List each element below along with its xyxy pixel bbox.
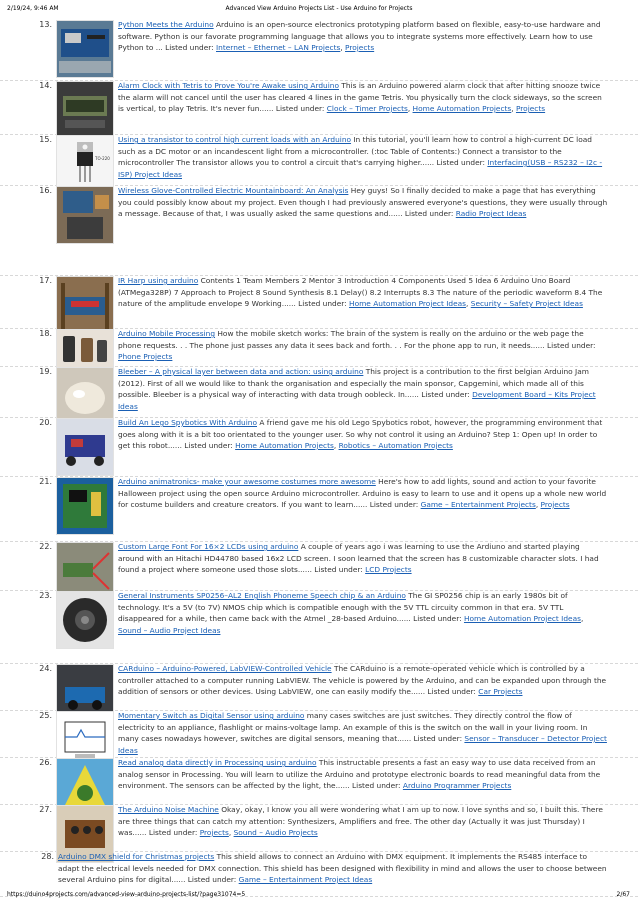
project-description: A couple of years ago i was learning to use the Ardiuno and started playing around with an Hitachi HD44780 based 16x2 LCD screen. I soon learned that the screen has 8 customizable character slots. I had found a project where someone used those slots...... Listed under: <box>118 542 599 574</box>
category-tag-link[interactable]: Sensor – Transducer – Detector Project Ideas <box>118 734 607 755</box>
project-summary <box>118 185 608 220</box>
project-title-link[interactable]: IR Harp using arduino <box>118 276 199 285</box>
list-item <box>0 134 638 186</box>
category-tag-link[interactable]: Sound – Audio Projects <box>233 828 318 837</box>
list-item <box>0 417 638 477</box>
project-title-link[interactable]: The Arduino Noise Machine <box>118 805 219 814</box>
project-description: Contents 1 Team Members 2 Mentor 3 Introduction 4 Components Used 5 Idea 6 Arduino Uno Board (ATMega328P) 7 Approach to Project 8 Sound Synthesis 8.1 Delay() 8.2 Interrupts 8.3 The nature of the periodic waveform 8.4 The nature of the amplitude envelope 9 Working...... Listed under: <box>118 276 603 308</box>
list-item-number: 16. <box>39 186 52 195</box>
list-item <box>0 663 638 711</box>
list-item <box>0 80 638 135</box>
list-item-number: 17. <box>39 276 52 285</box>
project-summary <box>118 476 608 511</box>
list-item-number: 24. <box>39 664 52 673</box>
project-description: The CARduino is a remote-operated vehicle which is controlled by a controller attached to a computer running LabVIEW. The vehicle is powered by the Arduino, and can be expanded upon through the addition of sensors or other devices. Using LabVIEW, one can easily modify the...... Listed under: <box>118 664 607 696</box>
category-tag-link[interactable]: Development Board – Kits Project Ideas <box>118 390 596 411</box>
project-thumbnail[interactable] <box>56 276 114 334</box>
project-description: Here's how to add lights, sound and action to your favorite Halloween project using the open source Arduino microcontroller. Arduino is easy to learn to use and it opens up a whole new world for costume builders and creature creators. If you want to learn...... Listed under: <box>118 477 607 509</box>
project-thumbnail[interactable] <box>56 186 114 244</box>
list-item-number: 28. <box>41 852 54 861</box>
project-title-link[interactable]: Arduino animatronics- make your awesome costumes more awesome <box>118 477 376 486</box>
tag-separator: , <box>511 104 516 113</box>
print-header <box>0 0 638 14</box>
list-item-number: 25. <box>39 711 52 720</box>
category-tag-link[interactable]: Projects <box>345 43 375 52</box>
project-title-link[interactable]: Bleeber – A physical layer between data and action: using arduino <box>118 367 364 376</box>
tag-separator: , <box>333 441 339 450</box>
project-summary <box>118 590 608 636</box>
project-title-link[interactable]: Alarm Clock with Tetris to Prove You're Awake using Arduino <box>118 81 340 90</box>
tag-separator: , <box>407 104 413 113</box>
project-description: This is an Arduino powered alarm clock that after hitting snooze twice the alarm will not cancel until the user has cleared 4 lines in the game Tetris. You physically turn the clock sideways, so the screen is vertical, to play Tetris. It's never fun...... Listed under: <box>118 81 602 113</box>
project-summary <box>118 328 608 363</box>
list-item <box>0 185 638 276</box>
tag-separator: , <box>535 500 541 509</box>
list-item-number: 14. <box>39 81 52 90</box>
project-summary <box>118 134 608 180</box>
project-description: Hey guys! So I finally decided to make a page that has everything you could possibly know about my project. Even though I had previously answered everyone's questions, they were usually through a message. Because of that, I was usually asked the same questions and...... Listed under: <box>118 186 608 218</box>
project-description: In this tutorial, you'll learn how to control a high-current DC load such as a DC motor or an incandescent light from a microcontroller. (:toc Table of Contents:) Connect a transistor to the microcontroller The transistor allows you to control a circuit that's carrying higher...... Listed under: <box>118 135 592 167</box>
category-tag-link[interactable]: Robotics – Automation Projects <box>338 441 453 450</box>
project-description: many cases switches are just switches. They directly control the flow of electricity to an appliance, flashlight or mains-voltage lamp. An example of this is the switch on the wall in your living room. In many cases nowadays however, switches are digital sensors, meaning that...... Listed under: <box>118 711 588 743</box>
list-item-number: 27. <box>39 805 52 814</box>
project-thumbnail[interactable] <box>56 81 114 139</box>
project-title-link[interactable]: Read analog data directly in Processing using arduino <box>118 758 317 767</box>
list-item <box>0 19 638 81</box>
list-item <box>0 275 638 329</box>
category-tag-link[interactable]: Sound – Audio Project Ideas <box>118 625 221 635</box>
list-item <box>0 476 638 542</box>
project-description: This project is a contribution to the first belgian Arduino Jam (2012). First of all we would like to thank the organisation and especially the main sponsor, Capgemini, which made all of this possible. Bleeber is a physical way of interacting with data trough oobleck. In...... Listed under: <box>118 367 589 399</box>
print-page-title: Advanced View Arduino Projects List - Use Arduino for Projects <box>225 5 413 12</box>
category-tag-link[interactable]: Home Automation Project Ideas <box>349 299 467 308</box>
list-item-number: 19. <box>39 367 52 376</box>
print-datetime: 2/19/24, 9:46 AM <box>7 5 59 12</box>
category-tag-link[interactable]: Game – Entertainment Project Ideas <box>238 875 373 884</box>
category-tag-link[interactable]: Projects <box>515 104 546 113</box>
print-footer <box>0 887 638 903</box>
tag-separator: , <box>340 43 346 52</box>
project-summary <box>118 663 608 698</box>
project-title-link[interactable]: Custom Large Font For 16×2 LCDs using arduino <box>118 542 299 551</box>
project-thumbnail[interactable] <box>56 591 114 649</box>
project-description: A friend gave me his old Lego Spybotics robot, however, the programming environment that goes along with it is a bit too orientated to the younger user. So why not control it using an Arduino? Step 1: Open up! In order to get this robot...... Listed under: <box>118 418 603 450</box>
category-tag-link[interactable]: Game – Entertainment Projects <box>420 500 536 509</box>
project-title-link[interactable]: Arduino Mobile Processing <box>118 329 216 338</box>
list-item-number: 22. <box>39 542 52 551</box>
project-summary <box>118 710 608 756</box>
list-item <box>0 328 638 367</box>
category-tag-link[interactable]: Clock – Timer Projects <box>326 104 408 113</box>
project-summary <box>118 19 608 54</box>
project-summary <box>118 417 608 452</box>
tag-separator: , <box>466 299 471 308</box>
list-item-number: 20. <box>39 418 52 427</box>
project-description: The GI SP0256 chip is an early 1980s bit of technology. It's a 5V (to 7V) NMOS chip which is compatible enough with the 5V TTL circuity common in that era. 5V TTL disappeared for a while, then came back with the Atmel _28-based Arduino...... Listed under: <box>118 591 568 623</box>
tag-separator: , <box>228 828 234 837</box>
project-summary <box>118 804 608 839</box>
category-tag-link[interactable]: Interfacing(USB – RS232 – I2c -ISP) Project Ideas <box>118 158 603 179</box>
project-summary <box>118 757 608 792</box>
project-thumbnail[interactable] <box>56 418 114 476</box>
project-title-link[interactable]: Using a transistor to control high current loads with an Arduino <box>118 135 352 144</box>
category-tag-link[interactable]: Home Automation Projects <box>412 104 512 113</box>
list-item-number: 13. <box>39 20 52 29</box>
project-title-link[interactable]: Build An Lego Spybotics With Arduino <box>118 418 257 427</box>
project-title-link[interactable]: General Instruments SP0256–AL2 English Phoneme Speech chip & an Arduino <box>118 591 406 600</box>
list-item-number: 26. <box>39 758 52 767</box>
project-title-link[interactable]: CARduino – Arduino-Powered, LabVIEW-Controlled Vehicle <box>118 664 332 673</box>
category-tag-link[interactable]: Internet – Ethernet – LAN Projects <box>216 43 341 52</box>
project-description: This instructable presents a fast an easy way to use data received from an analog sensor in Processing. You will learn to utilize the Arduino and prototype electronic boards to read meaningful data from the environment. The sensors can be affected by the light, the...... Listed under: <box>118 758 601 790</box>
category-tag-link[interactable]: Phone Projects <box>118 352 173 361</box>
project-summary <box>58 851 610 886</box>
category-tag-link[interactable]: Home Automation Projects <box>235 441 334 450</box>
category-tag-link[interactable]: Radio Project Ideas <box>455 209 527 218</box>
tag-separator: , <box>580 614 584 623</box>
list-item-number: 15. <box>39 135 52 144</box>
list-item-number: 18. <box>39 329 52 338</box>
project-title-link[interactable]: Python Meets the Arduino <box>118 20 214 29</box>
print-url: https://duino4projects.com/advanced-view-arduino-projects-list/?page31074=5 <box>7 891 246 898</box>
project-description: Arduino is an open-source electronics prototyping platform based on flexible, easy-to-use hardware and software. Python is our favorate programming language that allows you to integrate systems more effectively. Learn how to use Python to ... Listed under: <box>118 20 601 52</box>
project-summary <box>118 80 608 115</box>
list-item <box>0 541 638 591</box>
category-tag-link[interactable]: Projects <box>540 500 570 509</box>
project-description: This shield allows to connect an Arduino with DMX equipment. It implements the RS485 interface to adapt the electrical levels needed for DMX connection. This shield has been designed with flexibility in mind and allows the user to choose between several Arduino pins for digital...... Listed under: <box>58 852 607 884</box>
project-summary <box>118 366 608 412</box>
project-title-link[interactable]: Momentary Switch as Digital Sensor using arduino <box>118 711 305 720</box>
list-item <box>0 757 638 805</box>
print-page-number: 2/67 <box>616 891 630 898</box>
list-item <box>0 804 638 852</box>
category-tag-link[interactable]: LCD Projects <box>365 565 412 574</box>
project-description: How the mobile sketch works: The brain of the system is really on the arduino or the web page the phone requests. . . The phone just passes any data it sees back and forth. . . For the phone app to run, it needs...... Listed under: <box>118 329 596 350</box>
project-summary <box>118 541 608 576</box>
category-tag-link[interactable]: Car Projects <box>478 687 523 696</box>
category-tag-link[interactable]: Arduino Programmer Projects <box>402 781 512 790</box>
project-summary <box>118 275 608 310</box>
project-thumbnail[interactable] <box>56 20 114 78</box>
category-tag-link[interactable]: Home Automation Project Ideas <box>463 614 581 623</box>
category-tag-link[interactable]: Projects <box>199 828 229 837</box>
project-title-link[interactable]: Arduino DMX shield for Christmas projects <box>58 852 215 861</box>
list-item <box>0 366 638 418</box>
project-description: Okay, okay, I know you all were wondering what I am up to now. I love synths and so, I built this. There are three things that can catch my attention: Synthesizers, Amplifiers and free. The other day (Actually it was just Thursday) I was...... Listed under: <box>118 805 603 837</box>
list-item-number: 21. <box>39 477 52 486</box>
list-item-number: 23. <box>39 591 52 600</box>
thumbnail-label: TO-220 <box>95 156 110 161</box>
category-tag-link[interactable]: Security – Safety Project Ideas <box>470 299 583 308</box>
project-thumbnail[interactable] <box>56 477 114 535</box>
list-item <box>0 590 638 664</box>
list-item <box>0 710 638 758</box>
project-title-link[interactable]: Wireless Glove-Controlled Electric Mountainboard: An Analysis <box>118 186 349 195</box>
